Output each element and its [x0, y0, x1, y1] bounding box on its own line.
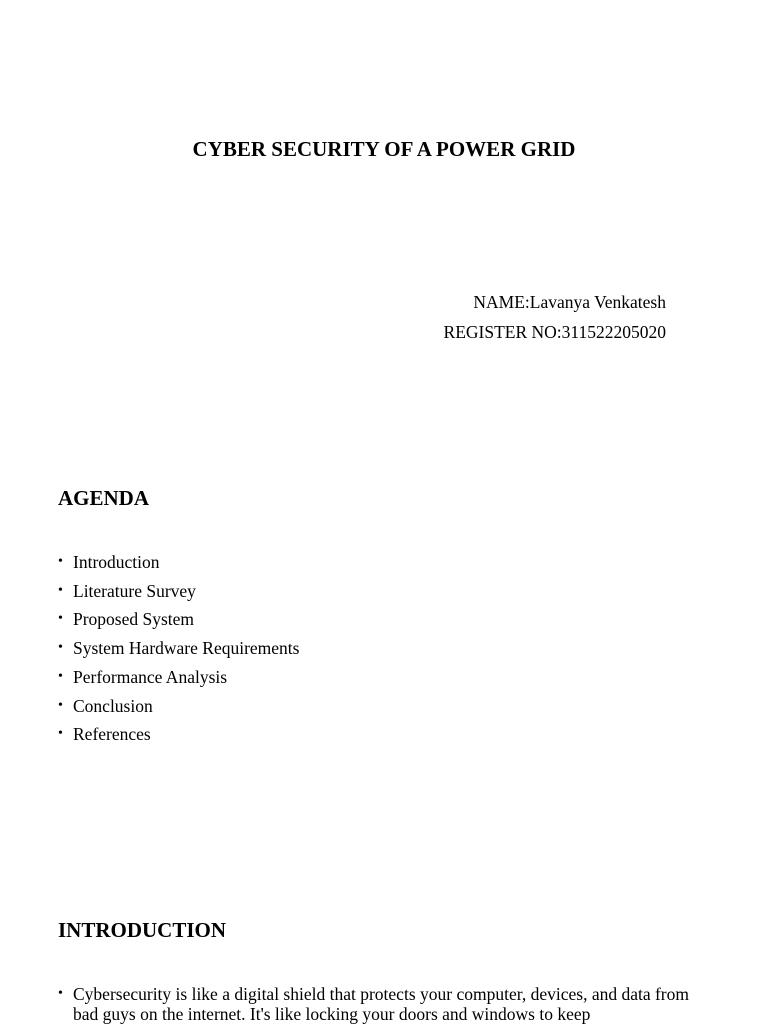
agenda-item: [58, 548, 299, 577]
bullet-icon: •: [58, 611, 63, 627]
student-name: NAME:Lavanya Venkatesh: [473, 292, 666, 312]
agenda-item-label: System Hardware Requirements: [73, 638, 300, 659]
document-title: CYBER SECURITY OF A POWER GRID: [192, 137, 576, 161]
agenda-item-label: References: [73, 724, 151, 745]
introduction-heading: INTRODUCTION: [58, 918, 227, 942]
agenda-list: [58, 548, 299, 749]
agenda-heading: AGENDA: [58, 486, 150, 510]
agenda-item: [58, 605, 299, 634]
introduction-list: [58, 984, 718, 1024]
agenda-item: [58, 663, 299, 692]
agenda-item-label: Conclusion: [73, 695, 153, 716]
agenda-item-label: Proposed System: [73, 609, 195, 630]
register-number: REGISTER NO:311522205020: [443, 322, 666, 342]
bullet-icon: •: [58, 697, 63, 713]
agenda-item: [58, 692, 299, 721]
introduction-item-text: Cybersecurity is like a digital shield that protects your computer, devices, and data from bad guys on the internet. It's like locking your doors and windows to keep: [73, 984, 689, 1024]
bullet-icon: •: [58, 554, 63, 569]
bullet-icon: •: [58, 668, 63, 684]
introduction-item: [58, 984, 718, 1024]
student-info: [444, 287, 666, 347]
bullet-icon: •: [58, 986, 63, 1001]
agenda-item-label: Introduction: [73, 552, 160, 572]
agenda-item: [58, 720, 299, 749]
bullet-icon: •: [58, 726, 63, 742]
bullet-icon: •: [58, 640, 63, 656]
agenda-item: [58, 634, 299, 663]
agenda-item-label: Literature Survey: [73, 580, 196, 601]
agenda-item: [58, 577, 299, 606]
agenda-item-label: Performance Analysis: [73, 666, 228, 687]
bullet-icon: •: [58, 582, 63, 598]
